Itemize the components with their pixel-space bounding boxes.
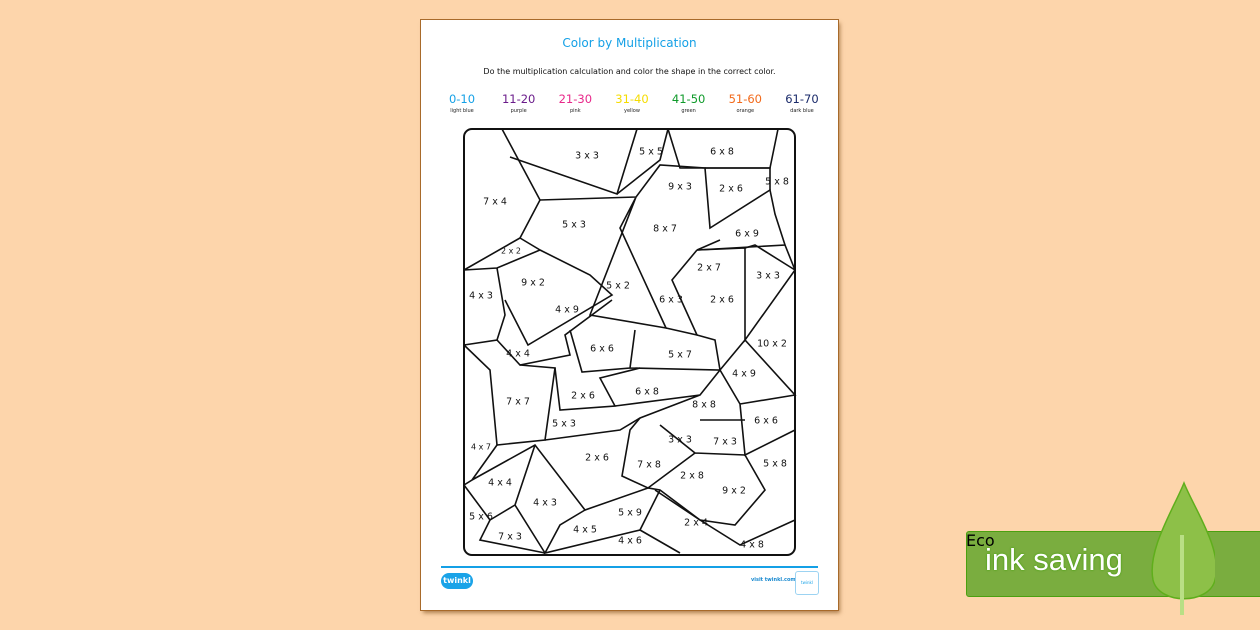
shape-problem: 5 x 2 xyxy=(606,280,630,292)
shape-problem: 6 x 6 xyxy=(754,415,778,427)
shape-problem: 5 x 3 xyxy=(562,219,586,231)
legend-color-name: pink xyxy=(569,108,581,114)
shape-problem: 2 x 8 xyxy=(680,470,704,482)
shape-problem: 7 x 4 xyxy=(483,196,507,208)
legend-range: 11-20 xyxy=(501,92,536,106)
shape-problem: 3 x 3 xyxy=(668,434,692,446)
shape-problem: 5 x 7 xyxy=(668,349,692,361)
shape-problem: 4 x 6 xyxy=(618,535,642,547)
legend-range: 21-30 xyxy=(558,92,593,106)
shape-problem: 7 x 7 xyxy=(506,396,530,408)
legend-range: 0-10 xyxy=(448,92,476,106)
legend-color-name: orange xyxy=(736,108,755,114)
shape-problem: 2 x 6 xyxy=(719,183,743,195)
shape-problem: 4 x 8 xyxy=(740,539,764,551)
shape-problem: 6 x 3 xyxy=(659,294,683,306)
shape-problem: 2 x 6 xyxy=(571,390,595,402)
shape-problem: 5 x 9 xyxy=(618,507,642,519)
eco-badge-label: Eco xyxy=(966,531,995,550)
shape-problem: 8 x 8 xyxy=(692,399,716,411)
shape-problem: 4 x 4 xyxy=(506,348,530,360)
legend-color-name: light blue xyxy=(450,108,474,114)
shape-problem: 7 x 3 xyxy=(498,531,522,543)
shape-problem: 2 x 7 xyxy=(697,262,721,274)
shape-problem: 4 x 4 xyxy=(488,477,512,489)
legend-color-name: dark blue xyxy=(790,108,814,114)
leaf-icon xyxy=(1145,480,1215,620)
shape-problem: 6 x 8 xyxy=(710,146,734,158)
shape-problem: 4 x 9 xyxy=(732,368,756,380)
legend-range: 51-60 xyxy=(728,92,762,106)
shape-problem: 5 x 3 xyxy=(552,418,576,430)
legend-color-name: green xyxy=(681,108,696,114)
shape-problem: 9 x 2 xyxy=(722,485,746,497)
shape-problem: 9 x 2 xyxy=(521,277,545,289)
shape-problem: 7 x 3 xyxy=(713,436,737,448)
shape-problem: 7 x 8 xyxy=(637,459,661,471)
shape-problem: 8 x 7 xyxy=(653,223,677,235)
ink-saving-banner xyxy=(966,531,1260,597)
shape-problem: 2 x 6 xyxy=(710,294,734,306)
legend-range: 41-50 xyxy=(671,92,706,106)
shape-problem: 6 x 9 xyxy=(735,228,759,240)
shape-problem: 4 x 3 xyxy=(533,497,557,509)
shape-problem: 4 x 5 xyxy=(573,524,597,536)
legend-range: 31-40 xyxy=(615,92,649,106)
shape-problem: 4 x 7 xyxy=(471,442,491,452)
twinkl-logo: twinkl xyxy=(441,573,473,589)
shape-problem: 6 x 8 xyxy=(635,386,659,398)
legend-color-name: purple xyxy=(510,108,527,114)
instructions: Do the multiplication calculation and color the shape in the correct color. xyxy=(483,67,776,76)
shape-problem: 9 x 3 xyxy=(668,181,692,193)
legend-range: 61-70 xyxy=(785,92,819,106)
shape-problem: 5 x 8 xyxy=(763,458,787,470)
shape-problem: 5 x 8 xyxy=(765,176,789,188)
shape-problem: 2 x 6 xyxy=(585,452,609,464)
shape-problem: 3 x 3 xyxy=(756,270,780,282)
shape-problem: 4 x 3 xyxy=(469,290,493,302)
ink-saving-label: ink saving xyxy=(985,542,1123,577)
shape-problem: 5 x 5 xyxy=(639,146,663,158)
shape-problem: 2 x 4 xyxy=(684,517,708,529)
twinkl-badge: twinkl xyxy=(795,571,819,595)
legend-color-name: yellow xyxy=(623,108,640,114)
worksheet-title: Color by Multiplication xyxy=(562,36,697,50)
shape-problem: 5 x 6 xyxy=(469,511,493,523)
shape-problem: 4 x 9 xyxy=(555,304,579,316)
shape-problem: 2 x 2 xyxy=(501,246,521,256)
shape-problem: 3 x 3 xyxy=(575,150,599,162)
shape-problem: 10 x 2 xyxy=(757,338,787,350)
shape-problem: 6 x 6 xyxy=(590,343,614,355)
visit-link[interactable]: visit twinkl.com xyxy=(751,577,796,583)
